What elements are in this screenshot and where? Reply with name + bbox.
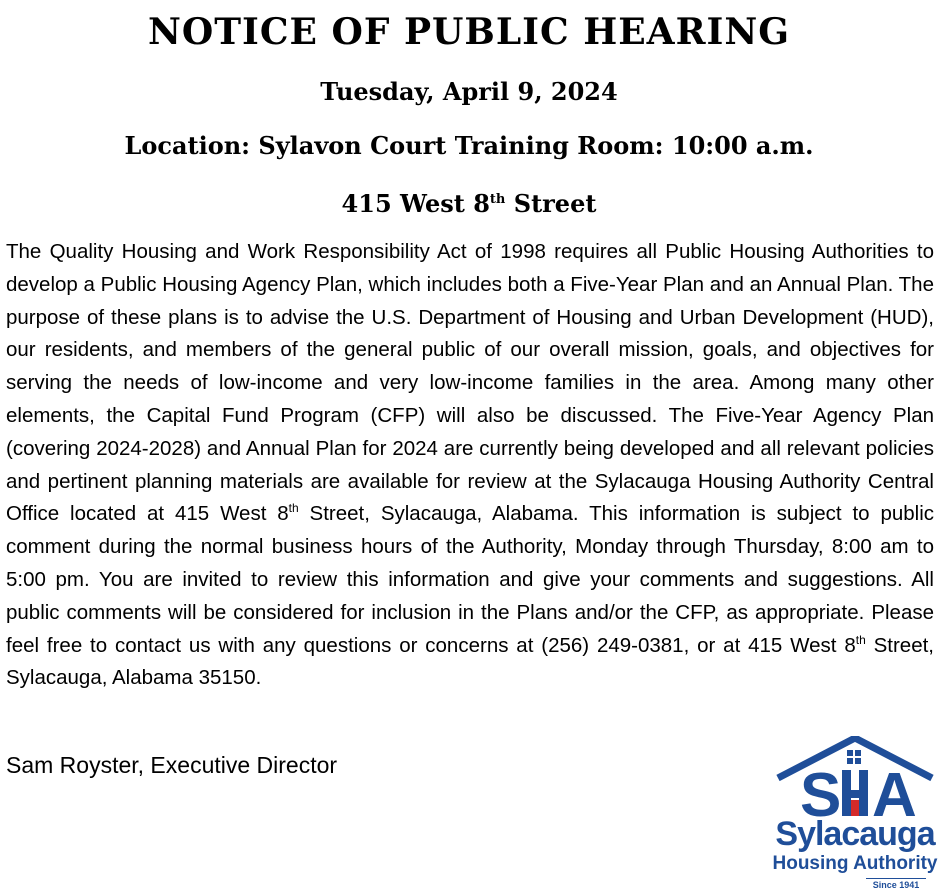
hearing-location: Location: Sylavon Court Training Room: 10:00 a.m.	[124, 131, 814, 160]
address-street: Street	[505, 189, 597, 218]
body-sup-2: th	[855, 632, 866, 647]
logo-subtitle: Housing Authority	[772, 853, 938, 874]
house-roof-icon	[772, 736, 938, 818]
address-number: 415 West 8	[341, 189, 490, 218]
door-icon	[851, 800, 859, 816]
house-h-icon	[842, 750, 868, 816]
logo-letter-a: A	[872, 761, 917, 818]
notice-body	[6, 236, 934, 695]
hearing-date: Tuesday, April 9, 2024	[320, 77, 618, 106]
body-part-2: Street, Sylacauga, Alabama. This information is subject to public comment during the normal business hours of the Authority, Monday through Thursday, 8:00 am to 5:00 pm. You are invited to review this information and give your comments and suggestions. All public comments will be considered for inclusion in the Plans and/or the CFP, as appropriate. Please feel free to contact us with any questions or concerns at (256) 249-0381, or at 415 West 8	[6, 502, 935, 657]
body-part-1: The Quality Housing and Work Responsibility Act of 1998 requires all Public Housing Authorities to develop a Public Housing Agency Plan, which includes both a Five-Year Plan and an Annual Plan. The purpose of these plans is to advise the U.S. Department of Housing and Urban Development (HUD), our residents, and members of the general public of our overall mission, goals, and objectives for serving the needs of low-income and very low-income families in the area. Among many other elements, the Capital Fund Program (CFP) will also be discussed. The Five-Year Agency Plan (covering 2024-2028) and Annual Plan for 2024 are currently being developed and all relevant policies and pertinent planning materials are available for review at the Sylacauga Housing Authority Central Office located at 415 West 8	[6, 240, 934, 526]
logo-letter-s: S	[800, 761, 842, 818]
body-sup-1: th	[288, 501, 299, 516]
body-part-3: Street, Sylacauga, Alabama 35150.	[6, 633, 934, 690]
notice-title: NOTICE OF PUBLIC HEARING	[148, 11, 790, 53]
logo-since: Since 1941	[866, 878, 926, 891]
signature: Sam Royster, Executive Director	[6, 752, 338, 778]
sha-logo	[772, 736, 938, 894]
hearing-address	[0, 184, 938, 220]
logo-name: Sylacauga	[775, 815, 935, 853]
address-suffix: th	[489, 192, 506, 207]
